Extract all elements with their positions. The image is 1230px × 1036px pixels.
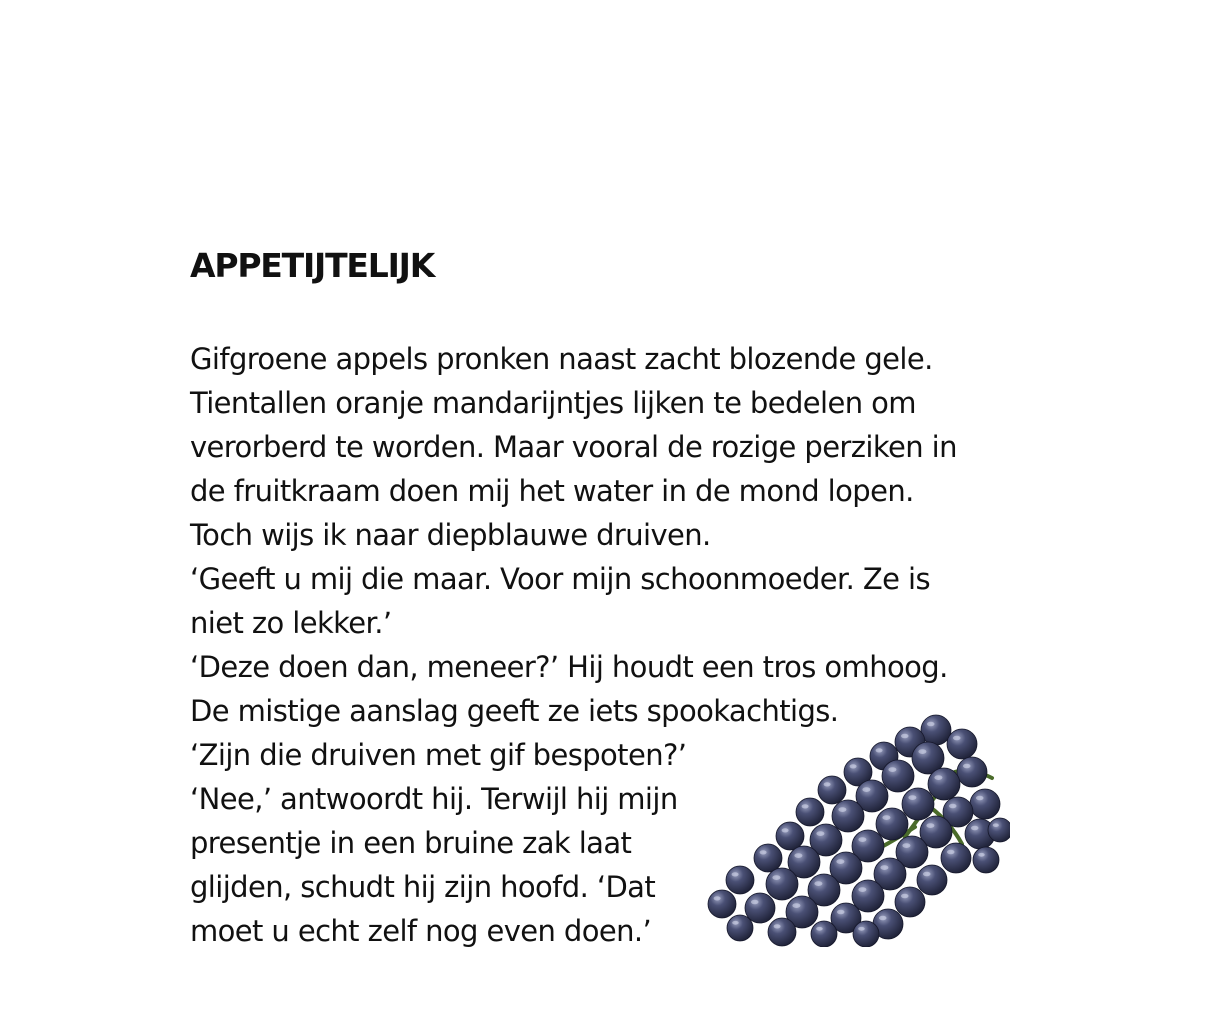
grape-highlight: [782, 828, 789, 832]
grape-highlight: [824, 782, 831, 786]
grape-berry: [928, 768, 960, 800]
grape-highlight: [876, 748, 883, 752]
grapes-bunch-icon: [700, 712, 1010, 947]
grape-berry: [876, 808, 908, 840]
story-line: glijden, schudt hij zijn hoofd. ‘Dat: [190, 870, 656, 904]
grape-highlight: [993, 823, 999, 827]
grape-highlight: [926, 823, 934, 828]
grape-highlight: [927, 722, 935, 727]
grape-berry: [768, 918, 796, 946]
grape-berry: [776, 822, 804, 850]
grape-berry: [832, 800, 864, 832]
story-line: ‘Nee,’ antwoordt hij. Terwijl hij mijn: [190, 782, 678, 816]
grape-highlight: [882, 815, 890, 820]
grape-highlight: [816, 927, 823, 931]
grape-berries: [708, 715, 1010, 947]
story-line: Gifgroene appels pronken naast zacht blozende gele.: [190, 342, 933, 376]
grape-berry: [796, 798, 824, 826]
grape-highlight: [976, 796, 984, 801]
grape-highlight: [902, 843, 910, 848]
grape-highlight: [850, 764, 857, 768]
story-line: de fruitkraam doen mij het water in de mond lopen.: [190, 474, 914, 508]
story-title: APPETIJTELIJK: [190, 246, 435, 285]
grape-berry: [811, 921, 837, 947]
grape-highlight: [792, 903, 800, 908]
grape-berry: [882, 760, 914, 792]
grape-berry: [947, 729, 977, 759]
grape-berry: [902, 788, 934, 820]
grape-berry: [941, 843, 971, 873]
grape-highlight: [949, 804, 957, 809]
grape-berry: [727, 915, 753, 941]
story-line: moet u echt zelf nog even doen.’: [190, 914, 652, 948]
grape-highlight: [794, 853, 802, 858]
grape-highlight: [732, 921, 739, 925]
grape-highlight: [816, 831, 824, 836]
grape-highlight: [923, 872, 931, 877]
grape-highlight: [838, 807, 846, 812]
grape-berry: [917, 865, 947, 895]
grape-highlight: [837, 910, 845, 915]
grape-highlight: [879, 916, 887, 921]
story-line: niet zo lekker.’: [190, 606, 392, 640]
story-line: ‘Deze doen dan, meneer?’ Hij houdt een tros omhoog.: [190, 650, 948, 684]
story-line: ‘Geeft u mij die maar. Voor mijn schoonmoeder. Ze is: [190, 562, 931, 596]
grape-berry: [957, 757, 987, 787]
grape-berry: [745, 893, 775, 923]
grape-berry: [973, 847, 999, 873]
grape-highlight: [772, 875, 780, 880]
grape-berry: [921, 715, 951, 745]
story-line: Tientallen oranje mandarijntjes lijken te bedelen om: [190, 386, 916, 420]
grape-highlight: [947, 850, 955, 855]
grape-highlight: [732, 872, 739, 876]
grape-highlight: [971, 826, 979, 831]
grape-highlight: [760, 850, 767, 854]
grape-highlight: [751, 900, 759, 905]
grape-highlight: [953, 736, 961, 741]
grape-highlight: [901, 894, 909, 899]
story-line: verorberd te worden. Maar vooral de rozige perziken in: [190, 430, 957, 464]
grape-highlight: [714, 896, 721, 900]
grape-highlight: [858, 887, 866, 892]
grape-highlight: [802, 804, 809, 808]
grape-berry: [754, 844, 782, 872]
grape-berry: [895, 887, 925, 917]
grape-berry: [853, 921, 879, 947]
grape-highlight: [918, 749, 926, 754]
grape-highlight: [774, 924, 781, 928]
grape-highlight: [888, 767, 896, 772]
grape-berry: [766, 868, 798, 900]
grape-highlight: [880, 865, 888, 870]
grape-highlight: [978, 853, 985, 857]
grape-highlight: [858, 837, 866, 842]
grape-berry: [818, 776, 846, 804]
grape-highlight: [908, 795, 916, 800]
grape-highlight: [814, 881, 822, 886]
story-line: Toch wijs ik naar diepblauwe druiven.: [190, 518, 711, 552]
grape-highlight: [934, 775, 942, 780]
grape-berry: [726, 866, 754, 894]
story-line: presentje in een bruine zak laat: [190, 826, 632, 860]
grape-highlight: [901, 734, 909, 739]
grape-highlight: [963, 764, 971, 769]
grape-berry: [970, 789, 1000, 819]
grape-berry: [988, 818, 1010, 842]
story-line: ‘Zijn die druiven met gif bespoten?’: [190, 738, 687, 772]
grape-highlight: [862, 787, 870, 792]
story-line: De mistige aanslag geeft ze iets spookachtigs.: [190, 694, 839, 728]
grape-highlight: [836, 859, 844, 864]
grape-highlight: [858, 927, 865, 931]
grape-berry: [708, 890, 736, 918]
